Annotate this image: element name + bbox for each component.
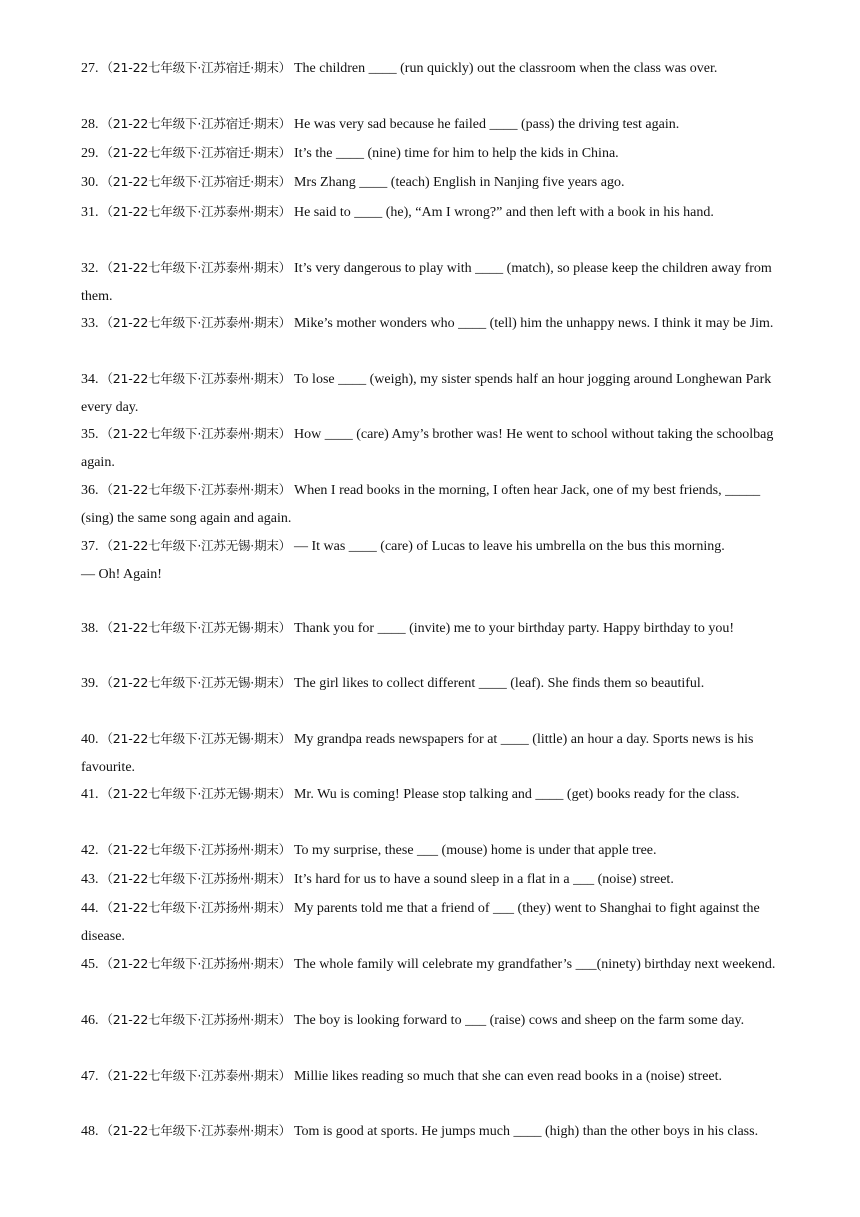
question-47 bbox=[81, 1062, 781, 1091]
question-source: （21-22七年级下·江苏泰州·期末） bbox=[100, 1068, 291, 1083]
question-text: It’s very dangerous to play with ____ (match), so please keep the children away from them. bbox=[81, 261, 772, 304]
question-source: （21-22七年级下·江苏宿迁·期末） bbox=[100, 174, 291, 189]
question-text: The boy is looking forward to ___ (raise) cows and sheep on the farm some day. bbox=[293, 1013, 745, 1028]
question-38 bbox=[81, 614, 781, 643]
question-30 bbox=[81, 168, 781, 197]
question-43 bbox=[81, 865, 781, 894]
question-number: 38. bbox=[81, 621, 99, 636]
question-31 bbox=[81, 198, 781, 227]
question-number: 33. bbox=[81, 316, 99, 331]
question-source: （21-22七年级下·江苏无锡·期末） bbox=[100, 675, 291, 690]
question-number: 37. bbox=[81, 539, 99, 554]
question-text: When I read books in the morning, I often hear Jack, one of my best friends, _____ (sing) the same song again and again. bbox=[81, 483, 761, 526]
question-text: My parents told me that a friend of ___ (they) went to Shanghai to fight against the disease. bbox=[81, 901, 760, 944]
question-text: To my surprise, these ___ (mouse) home is under that apple tree. bbox=[293, 843, 657, 858]
question-number: 43. bbox=[81, 872, 99, 887]
question-text: It’s the ____ (nine) time for him to help the kids in China. bbox=[293, 146, 619, 161]
question-text: To lose ____ (weigh), my sister spends half an hour jogging around Longhewan Park every day. bbox=[81, 372, 772, 415]
question-number: 30. bbox=[81, 175, 99, 190]
question-text: Tom is good at sports. He jumps much ____ (high) than the other boys in his class. bbox=[293, 1124, 759, 1139]
question-source: （21-22七年级下·江苏无锡·期末） bbox=[100, 786, 291, 801]
question-number: 40. bbox=[81, 732, 99, 747]
question-source: （21-22七年级下·江苏泰州·期末） bbox=[100, 426, 291, 441]
question-46 bbox=[81, 1006, 781, 1035]
question-reply: — Oh! Again! bbox=[81, 567, 162, 582]
question-number: 42. bbox=[81, 843, 99, 858]
question-32 bbox=[81, 254, 781, 311]
question-42 bbox=[81, 836, 781, 865]
question-source: （21-22七年级下·江苏扬州·期末） bbox=[100, 842, 291, 857]
question-41 bbox=[81, 780, 781, 809]
question-text: The whole family will celebrate my grandfather’s ___(ninety) birthday next weekend. bbox=[293, 957, 776, 972]
question-text: How ____ (care) Amy’s brother was! He went to school without taking the schoolbag again. bbox=[81, 427, 774, 470]
question-text: He was very sad because he failed ____ (pass) the driving test again. bbox=[293, 117, 680, 132]
question-text: The girl likes to collect different ____ (leaf). She finds them so beautiful. bbox=[293, 676, 705, 691]
question-text: Mr. Wu is coming! Please stop talking and ____ (get) books ready for the class. bbox=[293, 787, 740, 802]
question-text: He said to ____ (he), “Am I wrong?” and then left with a book in his hand. bbox=[293, 205, 714, 220]
question-text: My grandpa reads newspapers for at ____ (little) an hour a day. Sports news is his favourite. bbox=[81, 732, 754, 775]
question-text: Millie likes reading so much that she can even read books in a (noise) street. bbox=[293, 1069, 723, 1084]
question-source: （21-22七年级下·江苏泰州·期末） bbox=[100, 315, 291, 330]
question-source: （21-22七年级下·江苏泰州·期末） bbox=[100, 482, 291, 497]
question-source: （21-22七年级下·江苏泰州·期末） bbox=[100, 260, 291, 275]
question-source: （21-22七年级下·江苏扬州·期末） bbox=[100, 900, 291, 915]
question-source: （21-22七年级下·江苏泰州·期末） bbox=[100, 1123, 291, 1138]
question-source: （21-22七年级下·江苏无锡·期末） bbox=[100, 620, 291, 635]
question-number: 32. bbox=[81, 261, 99, 276]
question-text: It’s hard for us to have a sound sleep in a flat in a ___ (noise) street. bbox=[293, 872, 674, 887]
question-source: （21-22七年级下·江苏宿迁·期末） bbox=[100, 60, 291, 75]
question-35 bbox=[81, 420, 781, 477]
question-40 bbox=[81, 725, 781, 782]
question-28 bbox=[81, 110, 781, 139]
question-34 bbox=[81, 365, 781, 422]
question-text: Mrs Zhang ____ (teach) English in Nanjing five years ago. bbox=[293, 175, 625, 190]
question-39 bbox=[81, 669, 781, 698]
question-text: The children ____ (run quickly) out the classroom when the class was over. bbox=[293, 61, 718, 76]
question-text: Mike’s mother wonders who ____ (tell) him the unhappy news. I think it may be Jim. bbox=[293, 316, 774, 331]
question-source: （21-22七年级下·江苏扬州·期末） bbox=[100, 1012, 291, 1027]
question-number: 39. bbox=[81, 676, 99, 691]
question-number: 29. bbox=[81, 146, 99, 161]
question-number: 31. bbox=[81, 205, 99, 220]
question-36 bbox=[81, 476, 781, 533]
question-48 bbox=[81, 1117, 781, 1146]
question-27 bbox=[81, 54, 781, 83]
question-source: （21-22七年级下·江苏宿迁·期末） bbox=[100, 145, 291, 160]
question-number: 28. bbox=[81, 117, 99, 132]
question-number: 36. bbox=[81, 483, 99, 498]
question-44 bbox=[81, 894, 781, 951]
question-number: 27. bbox=[81, 61, 99, 76]
question-number: 45. bbox=[81, 957, 99, 972]
question-33 bbox=[81, 309, 781, 338]
question-45 bbox=[81, 950, 781, 979]
question-source: （21-22七年级下·江苏无锡·期末） bbox=[100, 538, 291, 553]
question-number: 35. bbox=[81, 427, 99, 442]
question-number: 47. bbox=[81, 1069, 99, 1084]
question-source: （21-22七年级下·江苏宿迁·期末） bbox=[100, 116, 291, 131]
question-source: （21-22七年级下·江苏扬州·期末） bbox=[100, 871, 291, 886]
question-number: 48. bbox=[81, 1124, 99, 1139]
question-source: （21-22七年级下·江苏泰州·期末） bbox=[100, 371, 291, 386]
question-source: （21-22七年级下·江苏扬州·期末） bbox=[100, 956, 291, 971]
question-number: 44. bbox=[81, 901, 99, 916]
question-number: 41. bbox=[81, 787, 99, 802]
question-text: — It was ____ (care) of Lucas to leave his umbrella on the bus this morning. bbox=[293, 539, 725, 554]
question-source: （21-22七年级下·江苏泰州·期末） bbox=[100, 204, 291, 219]
question-37 bbox=[81, 532, 781, 589]
question-number: 46. bbox=[81, 1013, 99, 1028]
question-29 bbox=[81, 139, 781, 168]
question-number: 34. bbox=[81, 372, 99, 387]
question-source: （21-22七年级下·江苏无锡·期末） bbox=[100, 731, 291, 746]
question-text: Thank you for ____ (invite) me to your birthday party. Happy birthday to you! bbox=[293, 621, 734, 636]
